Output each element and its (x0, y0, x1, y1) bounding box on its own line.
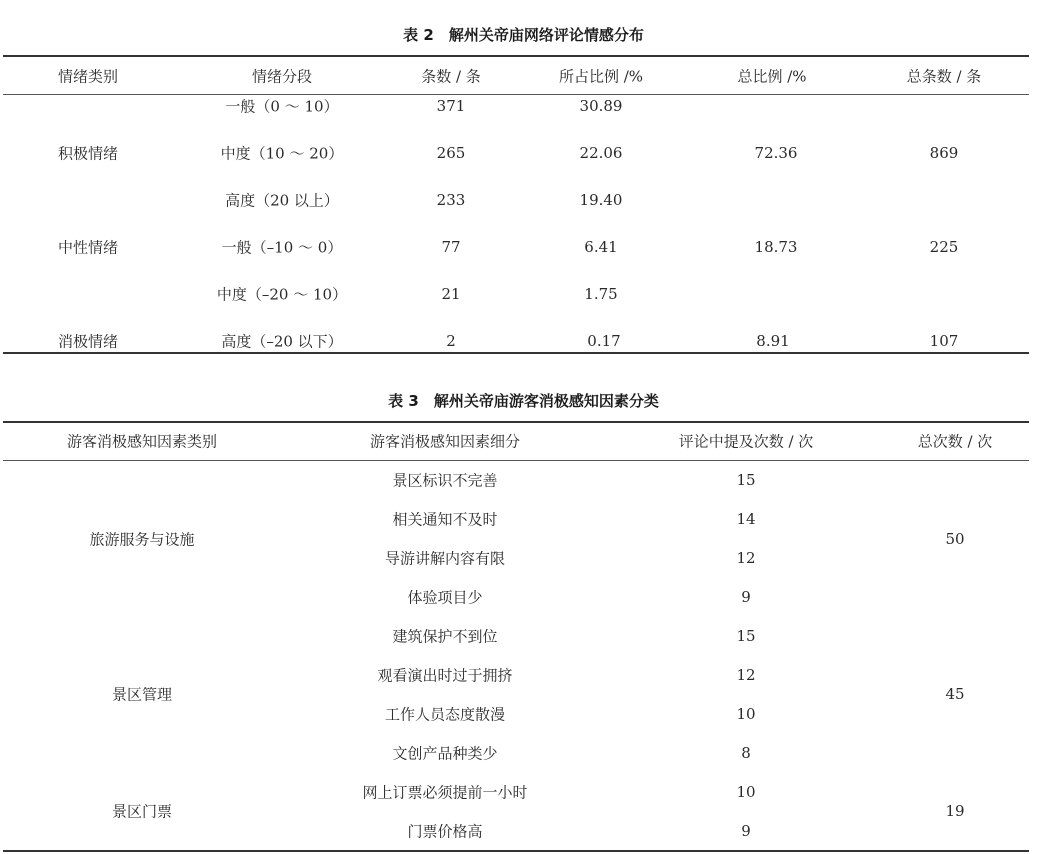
table2-header-count: 条数 / 条 (421, 67, 481, 86)
table3-header-category: 游客消极感知因素类别 (66, 432, 218, 451)
table3-count: 14 (736, 510, 756, 528)
table3-header-item: 游客消极感知因素细分 (369, 432, 521, 451)
table2-total-count: 869 (929, 144, 959, 162)
table2-count: 21 (441, 285, 461, 303)
table2-count: 233 (436, 191, 466, 209)
table2-header-rule (3, 94, 1029, 95)
table3-total: 45 (945, 685, 965, 703)
table3-bottom-rule (3, 850, 1029, 852)
table2-total-count: 107 (929, 332, 959, 350)
table3-item: 工作人员态度散漫 (384, 705, 506, 724)
table2-count: 2 (446, 332, 456, 350)
table2-category-neutral: 中性情绪 (57, 238, 119, 257)
table3-item: 建筑保护不到位 (392, 627, 498, 646)
table2-count: 265 (436, 144, 466, 162)
table2-pct: 6.41 (584, 238, 618, 256)
table3-category-management: 景区管理 (111, 685, 173, 704)
table3-total: 50 (945, 530, 965, 548)
table3-count: 10 (736, 705, 756, 723)
table2-header-category: 情绪类别 (57, 67, 119, 86)
table3-item: 景区标识不完善 (392, 471, 498, 490)
table3-category-service: 旅游服务与设施 (89, 530, 195, 549)
table2-segment: 高度（–20 以下） (221, 332, 343, 351)
table3-item: 门票价格高 (407, 822, 483, 841)
table2-segment: 中度（–20 ～ 10） (216, 285, 348, 304)
table3-caption: 表 3 解州关帝庙游客消极感知因素分类 (388, 392, 659, 410)
table2-segment: 一般（–10 ～ 0） (221, 238, 343, 257)
table3-item: 观看演出时过于拥挤 (377, 666, 513, 685)
table3-total: 19 (945, 802, 965, 820)
table3-item: 体验项目少 (407, 588, 483, 607)
table2-header-total-count: 总条数 / 条 (906, 67, 982, 86)
table3-count: 12 (736, 549, 756, 567)
table2-header-pct: 所占比例 /% (558, 67, 644, 86)
table2-total-pct: 72.36 (754, 144, 798, 162)
table3-header-total: 总次数 / 次 (917, 432, 993, 451)
table3-top-rule (3, 421, 1029, 423)
table2-top-rule (3, 55, 1029, 57)
table3-count: 15 (736, 627, 756, 645)
table2-header-segment: 情绪分段 (251, 67, 313, 86)
table3-count: 15 (736, 471, 756, 489)
table2-segment: 一般（0 ～ 10） (225, 97, 339, 116)
table2-pct: 1.75 (584, 285, 618, 303)
table2-pct: 30.89 (579, 97, 623, 115)
table3-item: 文创产品种类少 (392, 744, 498, 763)
table2-pct: 22.06 (579, 144, 623, 162)
table2-category-negative: 消极情绪 (57, 332, 119, 351)
table2-count: 371 (436, 97, 466, 115)
table2-total-count: 225 (929, 238, 959, 256)
table3-category-ticket: 景区门票 (111, 802, 173, 821)
table2-category-positive: 积极情绪 (57, 144, 119, 163)
table3-header-rule (3, 460, 1029, 461)
table2-caption: 表 2 解州关帝庙网络评论情感分布 (403, 26, 644, 44)
table3-count: 9 (741, 822, 751, 840)
table2-pct: 0.17 (587, 332, 621, 350)
table3-count: 9 (741, 588, 751, 606)
table3-item: 导游讲解内容有限 (384, 549, 506, 568)
table3-count: 8 (741, 744, 751, 762)
table2-total-pct: 18.73 (754, 238, 798, 256)
table3-item: 相关通知不及时 (392, 510, 498, 529)
table3-header-count: 评论中提及次数 / 次 (678, 432, 814, 451)
table2-header-total-pct: 总比例 /% (737, 67, 807, 86)
table3-count: 12 (736, 666, 756, 684)
table3-count: 10 (736, 783, 756, 801)
table2-total-pct: 8.91 (756, 332, 790, 350)
table2-count: 77 (441, 238, 461, 256)
table2-pct: 19.40 (579, 191, 623, 209)
table2-segment: 中度（10 ～ 20） (220, 144, 344, 163)
table2-bottom-rule (3, 352, 1029, 354)
table2-segment: 高度（20 以上） (225, 191, 339, 210)
table3-item: 网上订票必须提前一小时 (362, 783, 528, 802)
